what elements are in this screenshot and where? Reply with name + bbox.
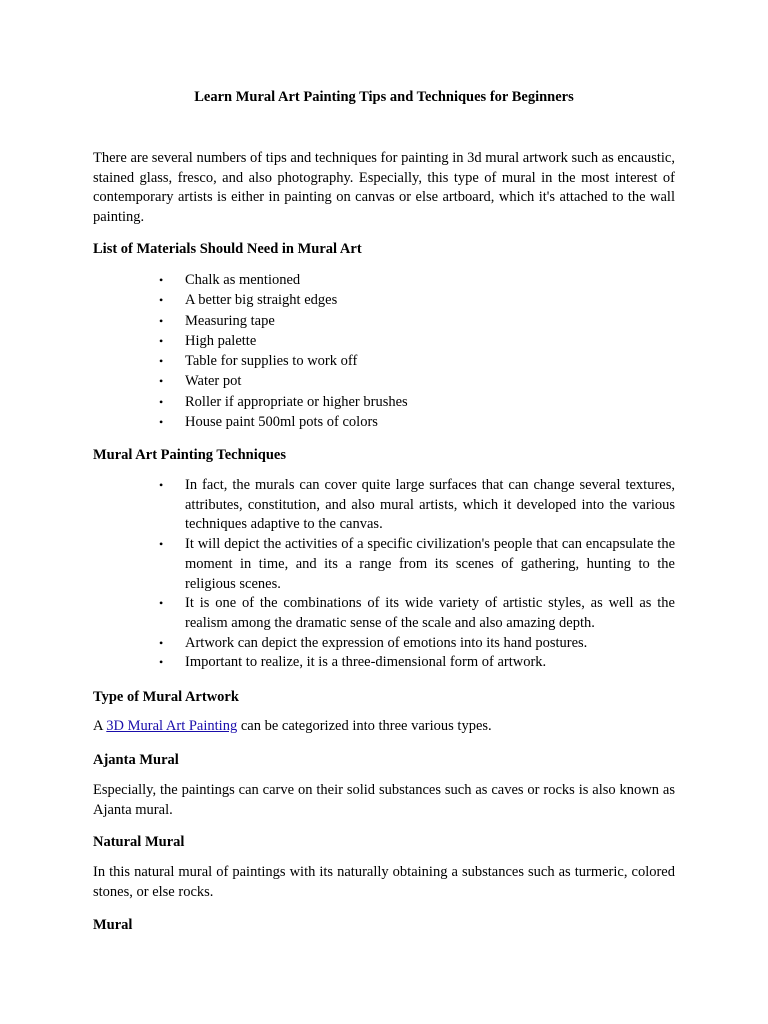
bullet-icon: • [159, 596, 164, 611]
list-item: • A better big straight edges [93, 290, 675, 310]
list-item: • High palette [93, 331, 675, 351]
bullet-icon: • [159, 394, 164, 409]
list-item: • It is one of the combinations of its wide variety of artistic styles, as well as the realism among the dramatic sense of the scale and also amazing depth. [159, 595, 675, 631]
types-heading: Type of Mural Artwork [93, 689, 239, 705]
ajanta-paragraph: Especially, the paintings can carve on their solid substances such as caves or rocks is also known as Ajanta mural. [93, 782, 675, 818]
materials-heading: List of Materials Should Need in Mural Art [93, 241, 362, 257]
bullet-icon: • [159, 415, 164, 430]
bullet-icon: • [159, 537, 164, 552]
techniques-list [93, 476, 675, 673]
list-item: • Artwork can depict the expression of emotions into its hand postures. [93, 634, 675, 654]
ajanta-heading: Ajanta Mural [93, 752, 179, 768]
bullet-icon: • [159, 374, 164, 389]
bullet-icon: • [159, 354, 164, 369]
natural-heading: Natural Mural [93, 834, 185, 850]
bullet-icon: • [159, 655, 164, 670]
page-title: Learn Mural Art Painting Tips and Techniques for Beginners [194, 89, 574, 105]
list-item: • Water pot [93, 371, 675, 391]
list-item: • It will depict the activities of a specific civilization's people that can encapsulate the moment in time, and its a range from its scenes of gathering, hunting to the religious scenes. [159, 536, 675, 592]
bullet-icon: • [159, 478, 164, 492]
list-item: • Chalk as mentioned [93, 270, 675, 290]
intro-paragraph: There are several numbers of tips and techniques for painting in 3d mural artwork such as encaustic, stained glass, fresco, and also photography. Especially, this type of mural in the most interest of contemporary artists is either in painting on canvas or else artboard, which it's attached to the wall painting. [93, 150, 675, 225]
bullet-icon: • [159, 273, 164, 287]
bullet-icon: • [159, 313, 164, 328]
list-item: • Important to realize, it is a three-dimensional form of artwork. [93, 653, 675, 673]
natural-paragraph: In this natural mural of paintings with its naturally obtaining a substances such as turmeric, colored stones, or else rocks. [93, 864, 675, 900]
bullet-icon: • [159, 635, 164, 650]
techniques-heading: Mural Art Painting Techniques [93, 447, 286, 463]
list-item: • Measuring tape [93, 311, 675, 331]
bullet-icon: • [159, 293, 164, 308]
bullet-icon: • [159, 333, 164, 348]
mural-art-painting-link[interactable]: 3D Mural Art Painting [106, 718, 238, 734]
types-paragraph: A 3D Mural Art Painting can be categorized into three various types. [93, 718, 492, 734]
list-item: • Roller if appropriate or higher brushes [93, 392, 675, 412]
list-item: • Table for supplies to work off [93, 351, 675, 371]
mural-heading: Mural [93, 917, 133, 933]
materials-list [93, 270, 675, 432]
list-item: • In fact, the murals can cover quite large surfaces that can change several textures, attributes, constitution, and also mural artists, which it developed into the various techniques adaptive to the canvas. [159, 477, 675, 533]
list-item: • House paint 500ml pots of colors [93, 412, 675, 432]
